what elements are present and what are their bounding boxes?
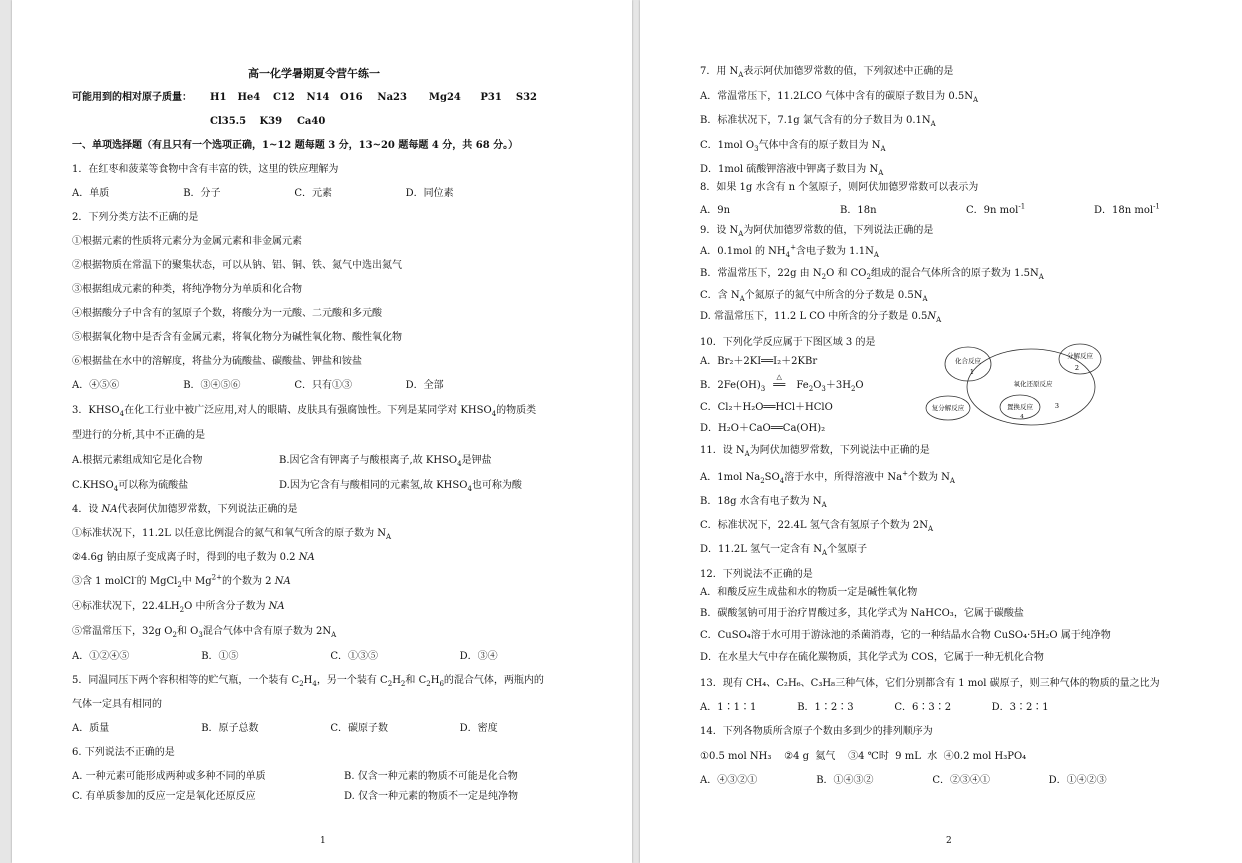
q1-stem: 1．在红枣和菠菜等食物中含有丰富的铁，这里的铁应理解为 <box>72 164 339 175</box>
mass-cl: Cl35.5 <box>210 116 247 127</box>
q13-options <box>700 702 1049 714</box>
label-redox: 氧化还原反应 <box>1013 380 1053 388</box>
q4-options <box>72 651 498 663</box>
q13-stem: 13．现有 CH₄、C₂H₆、C₃H₈三种气体，它们分别都含有 1 mol 碳原子，则三种气体的物质的量之比为 <box>700 678 1160 689</box>
q8-option-c: C．9n mol$^{-1}$ <box>966 202 1026 216</box>
q3-stem-line2: 型进行的分析,其中不正确的是 <box>72 430 206 441</box>
q2-option-b: B．③④⑤⑥ <box>183 380 241 391</box>
atomic-mass-row2 <box>210 116 331 128</box>
q14-option-b: B．①④③② <box>816 775 874 786</box>
q2-options <box>72 380 444 392</box>
q3-option-a: A.根据元素组成知它是化合物 <box>72 455 203 466</box>
atomic-mass-row1 <box>210 92 546 104</box>
q6-option-b: B. 仅含一种元素的物质不可能是化合物 <box>344 771 518 782</box>
q4-item-5: ⑤常温常压下，32g $O_2$和 $O_3$混合气体中含有原子数为 $2N_A$ <box>72 626 337 639</box>
q2-item-6: ⑥根据盐在水中的溶解度，将盐分为硫酸盐、碳酸盐、钾盐和铵盐 <box>72 356 362 367</box>
q7-option-a: A．常温常压下，11.2LCO 气体中含有的碳原子数目为 $0.5N_A$ <box>700 91 979 104</box>
q3-option-c: $C.KHSO_4$可以称为硫酸盐 <box>72 480 189 493</box>
q2-option-c: C．只有①③ <box>294 380 353 391</box>
q5-option-d: D．密度 <box>459 723 498 734</box>
mass-he: He4 <box>237 92 261 103</box>
reaction-type-venn-diagram <box>923 343 1105 428</box>
mass-mg: Mg24 <box>428 92 461 103</box>
q4-option-b: B．①⑤ <box>201 651 239 662</box>
q12-option-d: D．在水星大气中存在硫化羰物质，其化学式为 COS，它属于一种无机化合物 <box>700 652 1044 663</box>
q12-option-b: B．碳酸氢钠可用于治疗胃酸过多，其化学式为 NaHCO₃，它属于碳酸盐 <box>700 608 1024 619</box>
q11-option-b: B．18g 水含有电子数为 $N_A$ <box>700 496 827 509</box>
q1-options <box>72 188 454 200</box>
mass-n: N14 <box>306 92 330 103</box>
label-region-4: 4 <box>1020 414 1024 420</box>
q10-option-a: A．Br₂＋2KI══I₂＋2KBr <box>700 356 818 367</box>
q2-option-d: D．全部 <box>405 380 444 391</box>
q8-stem: 8．如果 1g 水含有 n 个氢原子，则阿伏加德罗常数可以表示为 <box>700 182 979 193</box>
q5-stem-line1: 5．同温同压下两个容积相等的贮气瓶，一个装有 $C_2H_4$，另一个装有 $C_2H_2$和 $C_2H_6$的混合气体，两瓶内的 <box>72 675 544 688</box>
page-title: 高一化学暑期夏令营午练一 <box>248 67 380 80</box>
q14-option-a: A．④③②① <box>700 775 758 786</box>
q13-option-d: D．3∶2∶1 <box>991 702 1049 713</box>
q3-option-b: B.因它含有钾离子与酸根离子,故 $KHSO_4$是钾盐 <box>279 455 492 468</box>
q4-option-d: D．③④ <box>459 651 498 662</box>
page-number: 2 <box>946 836 952 846</box>
q7-option-d: D．1mol 硫酸钾溶液中钾离子数目为 $N_A$ <box>700 164 884 177</box>
q12-option-c: C．CuSO₄溶于水可用于游泳池的杀菌消毒，它的一种结晶水合物 CuSO₄·5H₂O 属于纯净物 <box>700 630 1111 641</box>
q5-option-b: B．原子总数 <box>201 723 259 734</box>
mass-na: Na23 <box>377 92 407 103</box>
label-double-decomposition: 复分解反应 <box>931 404 965 412</box>
q6-option-c: C. 有单质参加的反应一定是氧化还原反应 <box>72 791 256 802</box>
q2-item-5: ⑤根据氧化物中是否含有金属元素，将氧化物分为碱性氧化物、酸性氧化物 <box>72 332 402 343</box>
q11-option-d: D．11.2L 氢气一定含有 $N_A$个氢原子 <box>700 544 868 557</box>
section-heading: 一、单项选择题（有且只有一个选项正确，1~12 题每题 3 分，13~20 题每题 4 分，共 68 分。） <box>72 140 519 151</box>
q8-option-d: D．18n mol$^{-1}$ <box>1094 202 1160 216</box>
q5-stem-line2: 气体一定具有相同的 <box>72 699 162 710</box>
q11-option-c: C．标准状况下，22.4L 氢气含有氢原子个数为 $2N_A$ <box>700 520 934 533</box>
q7-option-c: C．1mol $O_3$气体中含有的原子数目为 $N_A$ <box>700 140 886 153</box>
q13-option-a: A．1∶1∶1 <box>700 702 757 713</box>
label-region-3: 3 <box>1054 402 1060 410</box>
q9-option-a: A．0.1mol 的 $NH_4^+$含电子数为 $1.1N_A$ <box>700 243 879 259</box>
mass-p: P31 <box>480 92 502 103</box>
q4-item-2: ②4.6g 钠由原子变成离子时，得到的电子数为 0.2 NA <box>72 552 315 563</box>
q5-option-c: C．碳原子数 <box>330 723 389 734</box>
q6-stem: 6. 下列说法不正确的是 <box>72 747 175 758</box>
q1-option-a: A．单质 <box>72 188 110 199</box>
q13-option-c: C．6∶3∶2 <box>894 702 952 713</box>
q1-option-b: B．分子 <box>183 188 221 199</box>
q3-stem-line1: 3．$KHSO_4$在化工行业中被广泛应用,对人的眼睛、皮肤具有强腐蚀性。下列是某同学对 $KHSO_4$的物质类 <box>72 405 537 418</box>
q2-stem: 2．下列分类方法不正确的是 <box>72 212 199 223</box>
q4-item-4: ④标准状况下，$22.4LH_2O$ 中所含分子数为 NA <box>72 601 285 614</box>
q13-option-b: B．1∶2∶3 <box>797 702 854 713</box>
page-1 <box>12 0 632 863</box>
q12-option-a: A．和酸反应生成盐和水的物质一定是碱性氧化物 <box>700 587 918 598</box>
q5-option-a: A．质量 <box>72 723 110 734</box>
q9-option-c: C．含 $N_A$个氮原子的氮气中所含的分子数是 $0.5N_A$ <box>700 290 928 303</box>
q4-item-3: ③含 1 molCl-的 MgCl$_2$中 $Mg^{2+}$的个数为 2 NA <box>72 573 291 589</box>
q11-stem: 11．设 $N_A$为阿伏加德罗常数，下列说法中正确的是 <box>700 445 930 458</box>
q2-option-a: A．④⑤⑥ <box>72 380 120 391</box>
q2-item-1: ①根据元素的性质将元素分为金属元素和非金属元素 <box>72 236 302 247</box>
mass-ca: Ca40 <box>296 116 326 127</box>
q4-option-a: A．①②④⑤ <box>72 651 130 662</box>
q11-option-a: A．1mol $Na_2SO_4$溶于水中，所得溶液中 Na+个数为 $N_A$ <box>700 469 955 485</box>
q14-stem: 14．下列各物质所含原子个数由多到少的排列顺序为 <box>700 726 933 737</box>
q9-option-b: B．常温常压下，22g 由 $N_2O$ 和 $CO_2$组成的混合气体所含的原子数为 $1.5N_A$ <box>700 268 1044 281</box>
label-combination: 化合反应 <box>955 357 981 365</box>
q14-items: ①0.5 mol NH₃ ②4 g 氦气 ③4 ℃时 9 mL 水 ④0.2 mol H₃PO₄ <box>700 751 1027 762</box>
q10-option-b: B．$2Fe(OH)_3$ △ ══ $Fe_2O_3+3H_2O$ <box>700 373 864 393</box>
mass-o: O16 <box>339 92 363 103</box>
q8-option-a: A．9n <box>700 205 731 216</box>
q7-stem: 7．用 $N_A$表示阿伏加德罗常数的值，下列叙述中正确的是 <box>700 66 954 79</box>
q2-item-3: ③根据组成元素的种类，将纯净物分为单质和化合物 <box>72 284 302 295</box>
q5-options <box>72 723 498 735</box>
q6-option-a: A. 一种元素可能形成两种或多种不同的单质 <box>72 771 266 782</box>
mass-k: K39 <box>259 116 283 127</box>
q14-option-c: C．②③④① <box>932 775 991 786</box>
atomic-mass-label: 可能用到的相对原子质量： <box>72 92 192 103</box>
label-decomposition: 分解反应 <box>1067 352 1093 360</box>
q10-option-d: D．H₂O＋CaO══Ca(OH)₂ <box>700 423 826 434</box>
q6-option-d: D. 仅含一种元素的物质不一定是纯净物 <box>344 791 519 802</box>
q2-item-4: ④根据酸分子中含有的氢原子个数，将酸分为一元酸、二元酸和多元酸 <box>72 308 382 319</box>
label-region-1: 1 <box>969 368 975 376</box>
q8-option-b: B．18n <box>840 205 877 216</box>
q10-stem: 10．下列化学反应属于下图区域 3 的是 <box>700 337 876 348</box>
label-region-2: 2 <box>1074 364 1080 372</box>
q9-stem: 9．设 $N_A$为阿伏加德罗常数的值，下列说法正确的是 <box>700 225 934 238</box>
q4-stem: 4．设 NA代表阿伏加德罗常数，下列说法正确的是 <box>72 504 298 515</box>
q14-option-d: D．①④②③ <box>1048 775 1107 786</box>
page-2 <box>640 0 1242 863</box>
mass-h: H1 <box>210 92 227 103</box>
q1-option-c: C．元素 <box>294 188 333 199</box>
q4-item-1: ①标准状况下，11.2L 以任意比例混合的氮气和氧气所含的原子数为 $N_A$ <box>72 528 392 541</box>
q12-stem: 12．下列说法不正确的是 <box>700 569 813 580</box>
q10-option-c: C．Cl₂＋H₂O══HCl＋HClO <box>700 402 833 413</box>
mass-c: C12 <box>272 92 295 103</box>
q1-option-d: D．同位素 <box>405 188 454 199</box>
q14-options <box>700 775 1107 787</box>
q3-option-d: D.因为它含有与酸相同的元素氢,故 $KHSO_4$也可称为酸 <box>279 480 522 493</box>
mass-s: S32 <box>515 92 538 103</box>
label-displacement: 置换反应 <box>1007 403 1033 411</box>
q9-option-d: D. 常温常压下，11.2 L CO 中所含的分子数是 $0.5N_A$ <box>700 311 942 324</box>
q4-option-c: C．①③⑤ <box>330 651 379 662</box>
q7-option-b: B．标准状况下，7.1g 氯气含有的分子数目为 $0.1N_A$ <box>700 115 936 128</box>
page-number: 1 <box>320 836 326 846</box>
q2-item-2: ②根据物质在常温下的聚集状态，可以从钠、铝、铜、铁、氮气中选出氮气 <box>72 260 402 271</box>
